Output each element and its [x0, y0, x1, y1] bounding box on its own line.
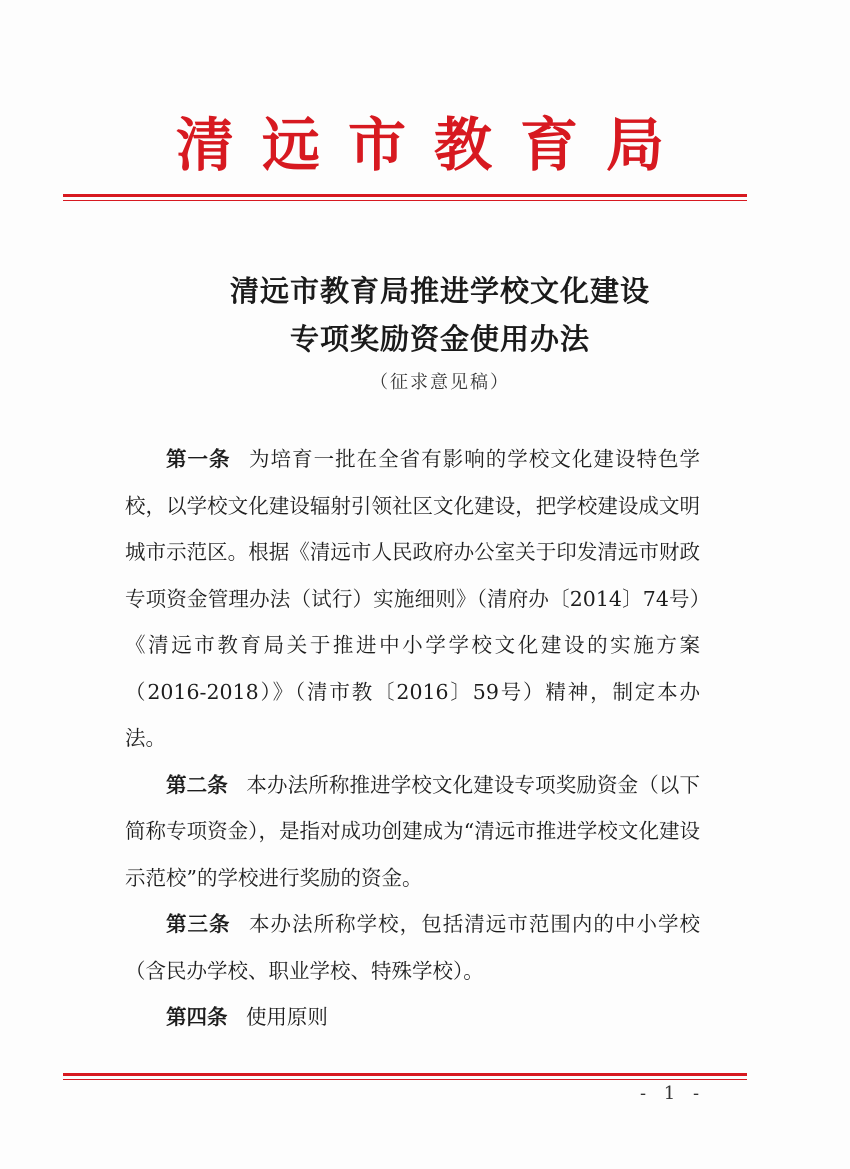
- article-4-text: 使用原则: [245, 1005, 328, 1029]
- article-1-text: 为培育一批在全省有影响的学校文化建设特色学校，以学校文化建设辐射引领社区文化建设，把学校建设成文明城市示范区。根据《清远市人民政府办公室关于印发清远市财政专项资金管理办法（试行）实施细则》（清府办〔2014〕74号）《清远市教育局关于推进中小学学校文化建设的实施方案（2016-2018）》（清市教〔2016〕59号）精神，制定本办法。: [125, 447, 701, 750]
- letterhead-red-rule: [63, 194, 747, 197]
- article-2-label: 第二条: [166, 772, 228, 797]
- draft-note: （征求意见稿）: [370, 372, 510, 393]
- article-4-label: 第四条: [166, 1005, 228, 1029]
- page-number: - 1 -: [640, 1083, 706, 1104]
- article-4: [125, 994, 700, 1041]
- article-3: [125, 901, 700, 994]
- letterhead-org-name: 清远市教育局: [175, 111, 692, 179]
- article-3-text: 本办法所称学校，包括清远市范围内的中小学校（含民办学校、职业学校、特殊学校）。: [125, 912, 701, 983]
- footer-red-rule-thin: [63, 1079, 747, 1080]
- document-body: [125, 436, 700, 1041]
- document-title-line2: 专项奖励资金使用办法: [289, 322, 590, 356]
- article-3-label: 第三条: [166, 912, 231, 936]
- article-2: [125, 762, 700, 902]
- article-1: [125, 436, 700, 762]
- article-2-text: 本办法所称推进学校文化建设专项奖励资金（以下简称专项资金），是指对成功创建成为“清远市推进学校文化建设示范校”的学校进行奖励的资金。: [125, 772, 701, 890]
- document-title-line1: 清远市教育局推进学校文化建设: [229, 274, 650, 308]
- footer-red-rule: [63, 1073, 747, 1076]
- letterhead-red-rule-thin: [63, 200, 747, 201]
- article-1-label: 第一条: [166, 447, 231, 471]
